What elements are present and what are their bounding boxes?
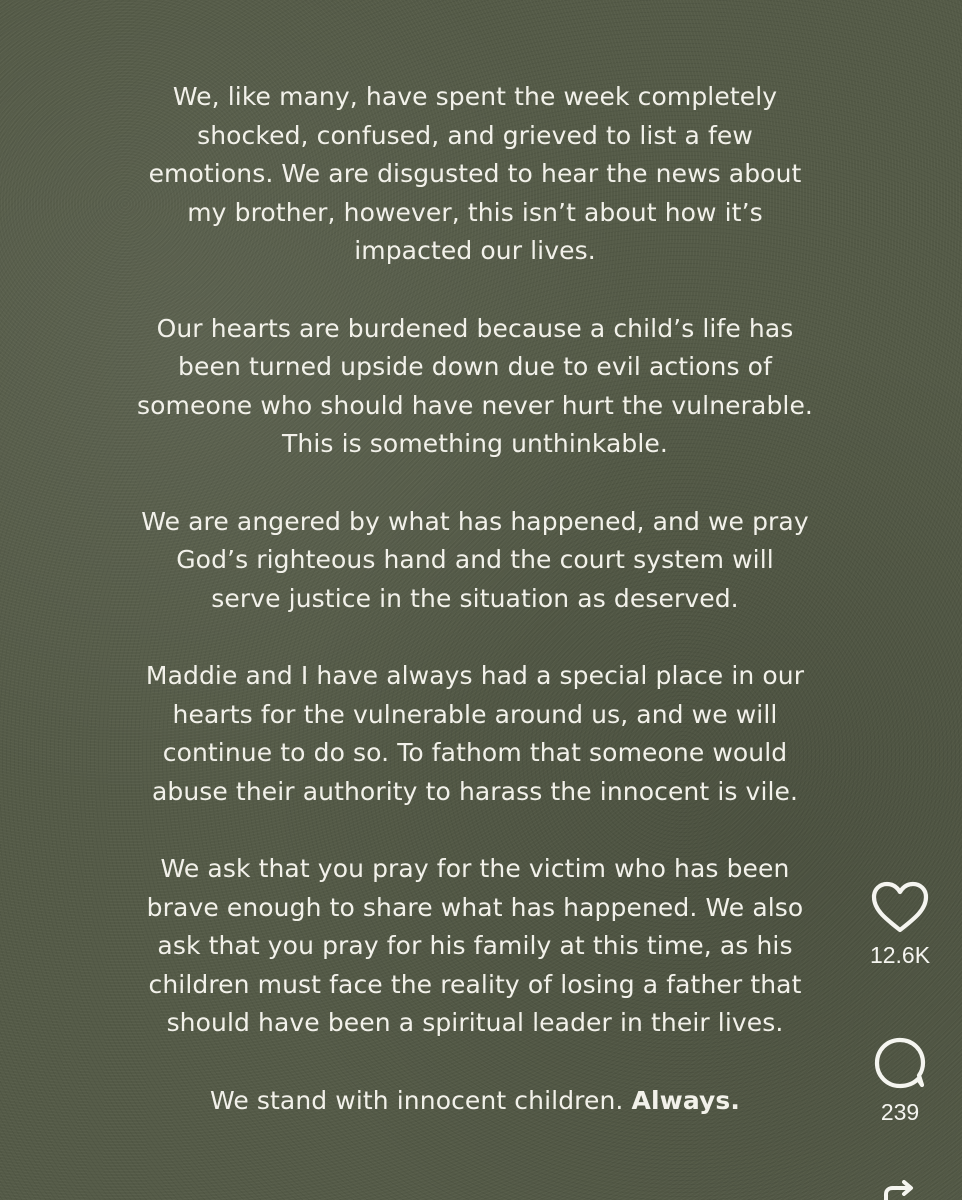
comment-count: 239 (880, 1099, 920, 1125)
comment-action (850, 1035, 950, 1126)
like-action (850, 880, 950, 969)
paragraph: We ask that you pray for the victim who has been brave enough to share what has happened. We also ask that you pray for his family at this time, as his children must face the reality of losing a father that should have been a spiritual leader in their lives. (146, 854, 804, 1037)
post-text-body (60, 78, 890, 1120)
comment-bubble-icon[interactable] (872, 1035, 928, 1091)
share-arrow-icon[interactable] (880, 1180, 920, 1200)
paragraph: We are angered by what has happened, and we pray God’s righteous hand and the court system will serve justice in the situation as deserved. (141, 506, 809, 613)
heart-icon[interactable] (870, 880, 930, 934)
closing-bold-word: Always. (631, 1085, 741, 1115)
like-count: 12.6K (869, 942, 931, 968)
paragraph: Maddie and I have always had a special place in our hearts for the vulnerable around us, and we will continue to do so. To fathom that someone would abuse their authority to harass the innocent is vile. (145, 661, 805, 806)
closing-text: We stand with innocent children. (209, 1085, 632, 1115)
paragraph: We, like many, have spent the week completely shocked, confused, and grieved to list a few emotions. We are disgusted to hear the news about my brother, however, this isn’t about how it’s impacted our lives. (148, 82, 802, 265)
paragraph: Our hearts are burdened because a child’s life has been turned upside down due to evil actions of someone who should have never hurt the vulnerable. This is something unthinkable. (137, 313, 813, 458)
closing-line (60, 1082, 890, 1121)
share-action (850, 1180, 950, 1200)
